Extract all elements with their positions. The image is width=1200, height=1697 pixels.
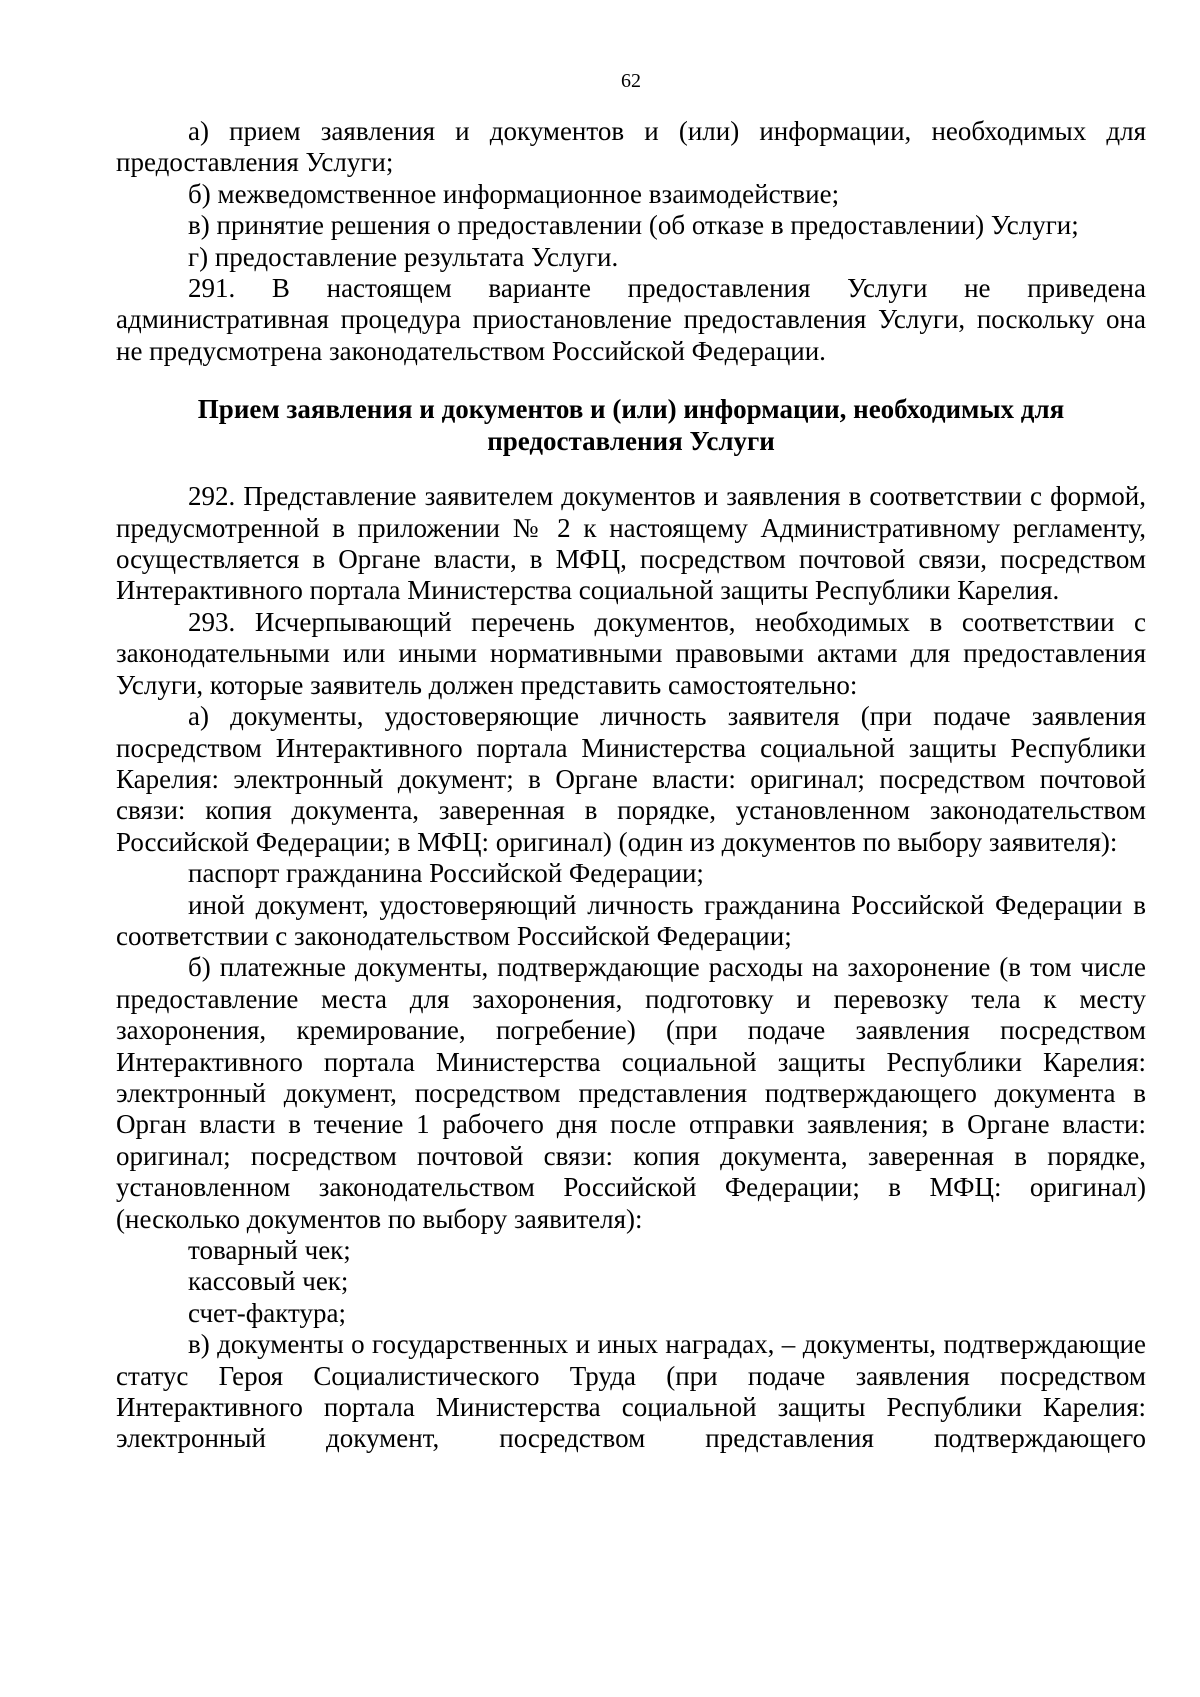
paragraph-293-a: а) документы, удостоверяющие личность заявителя (при подаче заявления посредством Интерактивного портала Министерства социальной защиты Республики Карелия: электронный документ; в Органе власти: оригинал; посредством почтовой связи: копия документа, заверенная в порядке, установленном законодательством Российской Федерации; в МФЦ: оригинал) (один из документов по выбору заявителя): (116, 701, 1146, 857)
page-number: 62 (621, 70, 641, 92)
list-item-b: б) межведомственное информационное взаимодействие; (188, 178, 840, 209)
list-item-v: в) принятие решения о предоставлении (об отказе в предоставлении) Услуги; (188, 210, 1079, 241)
paragraph-292: 292. Представление заявителем документов и заявления в соответствии с формой, предусмотренной в приложении № 2 к настоящему Административному регламенту, осуществляется в Органе власти, в МФЦ, посредством почтовой связи, посредством Интерактивного портала Министерства социальной защиты Республики Карелия. (116, 481, 1146, 606)
paragraph-293: 293. Исчерпывающий перечень документов, необходимых в соответствии с законодательными или иными нормативными правовыми актами для предоставления Услуги, которые заявитель должен представить самостоятельно: (116, 606, 1146, 700)
paragraph-invoice: счет-фактура; (188, 1297, 346, 1328)
paragraph-other-id: иной документ, удостоверяющий личность гражданина Российской Федерации в соответствии с законодательством Российской Федерации; (116, 889, 1146, 951)
paragraph-293-b: б) платежные документы, подтверждающие расходы на захоронение (в том числе предоставление места для захоронения, подготовку и перевозку тела к месту захоронения, кремирование, погребение) (при подаче заявления посредством Интерактивного портала Министерства социальной защиты Республики Карелия: электронный документ, посредством представления подтверждающего документа в Орган власти в течение 1 рабочего дня после отправки заявления; в Органе власти: оригинал; посредством почтовой связи: копия документа, заверенная в порядке, установленном законодательством Российской Федерации; в МФЦ: оригинал) (несколько документов по выбору заявителя): (116, 952, 1146, 1234)
paragraph-291: 291. В настоящем варианте предоставления Услуги не приведена административная процедура приостановление предоставления Услуги, поскольку она не предусмотрена законодательством Российской Федерации. (116, 273, 1146, 366)
list-item-g: г) предоставление результата Услуги. (188, 241, 619, 272)
section-heading (116, 393, 1146, 457)
top-section (116, 116, 1146, 367)
paragraph-293-v: в) документы о государственных и иных наградах, – документы, подтверждающие статус Героя Социалистического Труда (при подаче заявления посредством Интерактивного портала Министерства социальной защиты Республики Карелия: электронный документ, посредством представления подтверждающего (116, 1329, 1146, 1454)
paragraph-sales-receipt: товарный чек; (188, 1235, 351, 1265)
paragraph-passport: паспорт гражданина Российской Федерации; (188, 858, 704, 889)
document-page (116, 68, 1146, 1455)
body-section (116, 481, 1146, 1455)
section-heading-line-1: Прием заявления и документов и (или) информации, необходимых для (197, 394, 1065, 425)
paragraph-cash-receipt: кассовый чек; (188, 1266, 349, 1297)
section-heading-line-2: предоставления Услуги (487, 426, 775, 457)
list-item-a: а) прием заявления и документов и (или) информации, необходимых для предоставления Услуги; (116, 116, 1146, 178)
